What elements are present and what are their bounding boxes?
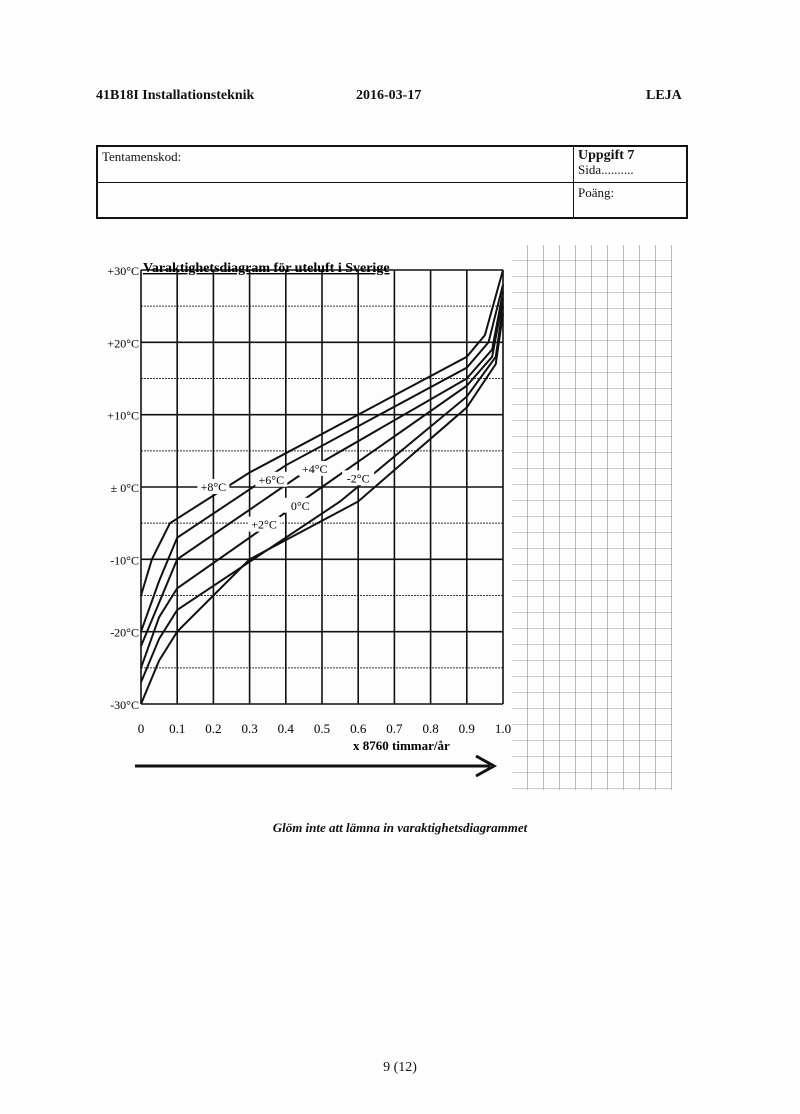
series-label: -2°C — [346, 471, 370, 486]
x-tick-label: 0.8 — [422, 721, 439, 736]
x-tick-label: 0 — [137, 721, 145, 736]
page-label: Sida.......... — [578, 162, 634, 177]
reminder-text: Glöm inte att lämna in varaktighetsdiagrammet — [272, 820, 528, 835]
series-label: +4°C — [301, 461, 328, 476]
chart-title: Varaktighetsdiagram för uteluft i Sverige — [143, 261, 390, 276]
exam-code-label: Tentamenskod: — [102, 149, 182, 164]
x-tick-label: 0.3 — [241, 721, 258, 736]
task-label: Uppgift 7 — [578, 148, 635, 163]
x-tick-label: 1.0 — [494, 721, 512, 736]
series-label: +2°C — [251, 517, 277, 532]
page-number: 9 (12) — [383, 1060, 417, 1075]
x-tick-label: 0.9 — [458, 721, 475, 736]
exam-tag: LEJA — [646, 88, 682, 103]
points-label: Poäng: — [578, 184, 615, 200]
y-tick-label: +20°C — [107, 336, 139, 351]
y-tick-label: -10°C — [110, 553, 139, 568]
x-tick-label: 0.1 — [169, 721, 186, 736]
y-tick-label: -20°C — [110, 625, 139, 640]
x-tick-label: 0.5 — [313, 721, 331, 736]
x-tick-label: 0.6 — [350, 721, 367, 736]
y-tick-label: ± 0°C — [110, 481, 139, 495]
x-tick-label: 0.2 — [205, 721, 222, 736]
course-title: 41B18I Installationsteknik — [96, 88, 255, 103]
exam-date: 2016-03-17 — [356, 88, 422, 103]
series-label: 0°C — [290, 498, 310, 513]
y-tick-label: +30°C — [107, 264, 139, 278]
series-label: +8°C — [200, 480, 227, 494]
y-tick-label: +10°C — [107, 408, 139, 423]
x-tick-label: 0.4 — [277, 721, 294, 736]
x-axis-label: x 8760 timmar/år — [353, 738, 450, 753]
series-label: +6°C — [258, 472, 285, 487]
y-tick-label: -30°C — [110, 698, 139, 712]
x-tick-label: 0.7 — [386, 721, 403, 736]
